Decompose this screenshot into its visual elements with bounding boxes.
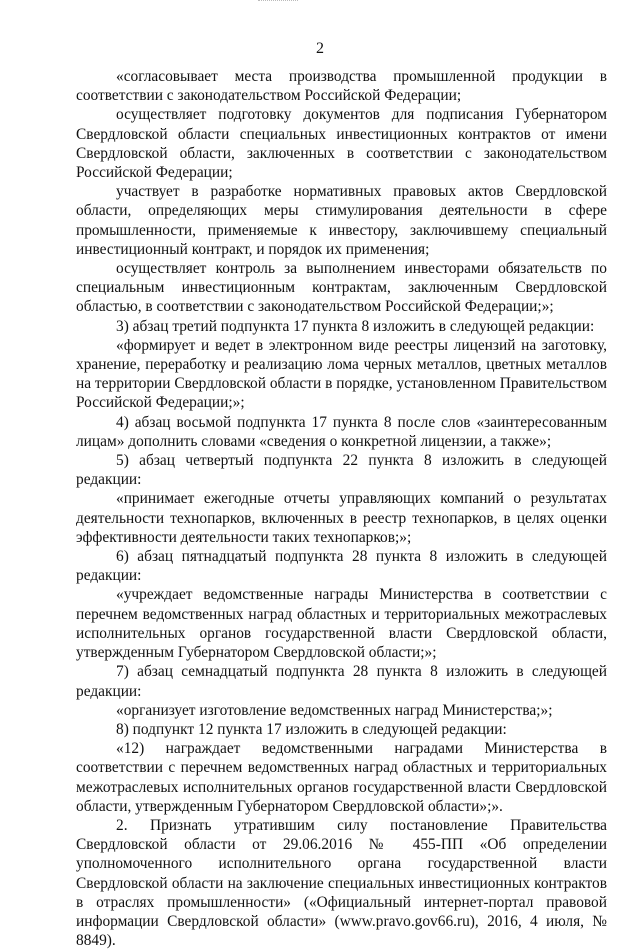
paragraph-10: 6) абзац пятнадцатый подпункта 28 пункта 8 изложить в следующей редакции:: [76, 548, 607, 585]
paragraph-6: «формирует и ведет в электронном виде реестры лицензий на заготовку, хранение, переработку и реализацию лома черных металлов, цветных металлов на территории Свердловской области в порядке, установленном Правительством Российской Федерации;»;: [76, 336, 607, 412]
paragraph-8: 5) абзац четвертый подпункта 22 пункта 8 изложить в следующей редакции:: [76, 452, 607, 489]
paragraph-14: 8) подпункт 12 пункта 17 изложить в следующей редакции:: [116, 720, 507, 738]
paragraph-4: осуществляет контроль за выполнением инвесторами обязательств по специальным инвестиционным контрактам, заключенным Свердловской областью, в соответствии с законодательством Российской Федерации;»;: [76, 260, 607, 316]
paragraph-12: 7) абзац семнадцатый подпункта 28 пункта 8 изложить в следующей редакции:: [76, 663, 607, 700]
paragraph-11: «учреждает ведомственные награды Министерства в соответствии с перечнем ведомственных наград областных и территориальных межотраслевых исполнительных органов государственной власти Свердловской области, утвержденным Губернатором Свердловской области;»;: [76, 586, 607, 662]
scan-artifact: [258, 0, 298, 4]
page-number: 2: [316, 40, 324, 57]
paragraph-3: участвует в разработке нормативных правовых актов Свердловской области, определяющих меры стимулирования деятельности в сфере промышленности, применяемые к инвестору, заключившему специальный инвестиционный контракт, и порядок их применения;: [76, 183, 607, 258]
document-body: [76, 67, 607, 950]
paragraph-13: «организует изготовление ведомственных наград Министерства;»;: [116, 701, 553, 719]
paragraph-16: 2. Признать утратившим силу постановление Правительства Свердловской области от 29.06.2016 № 455-ПП «Об определении уполномоченного исполнительного органа государственной власти Свердловской области на заключение специальных инвестиционных контрактов в отраслях промышленности» («Официальный интернет-портал правовой информации Свердловской области» (www.pravo.gov66.ru), 2016, 4 июля, № 8849).: [76, 816, 607, 950]
paragraph-2: осуществляет подготовку документов для подписания Губернатором Свердловской области специальных инвестиционных контрактов от имени Свердловской области, заключенных в соответствии с законодательством Российской Федерации;: [76, 106, 607, 182]
paragraph-9: «принимает ежегодные отчеты управляющих компаний о результатах деятельности технопарков, включенных в реестр технопарков, в целях оценки эффективности деятельности таких технопарков;»;: [76, 490, 607, 546]
paragraph-15: «12) награждает ведомственными наградами Министерства в соответствии с перечнем ведомственных наград областных и территориальных межотраслевых исполнительных органов государственной власти Свердловской области, утвержденным Губернатором Свердловской области»;».: [76, 740, 607, 815]
paragraph-1: «согласовывает места производства промышленной продукции в соответствии с законодательством Российской Федерации;: [76, 68, 607, 105]
paragraph-7: 4) абзац восьмой подпункта 17 пункта 8 после слов «заинтересованным лицам» дополнить словами «сведения о конкретной лицензии, а также»;: [76, 413, 607, 450]
paragraph-5: 3) абзац третий подпункта 17 пункта 8 изложить в следующей редакции:: [116, 317, 595, 335]
